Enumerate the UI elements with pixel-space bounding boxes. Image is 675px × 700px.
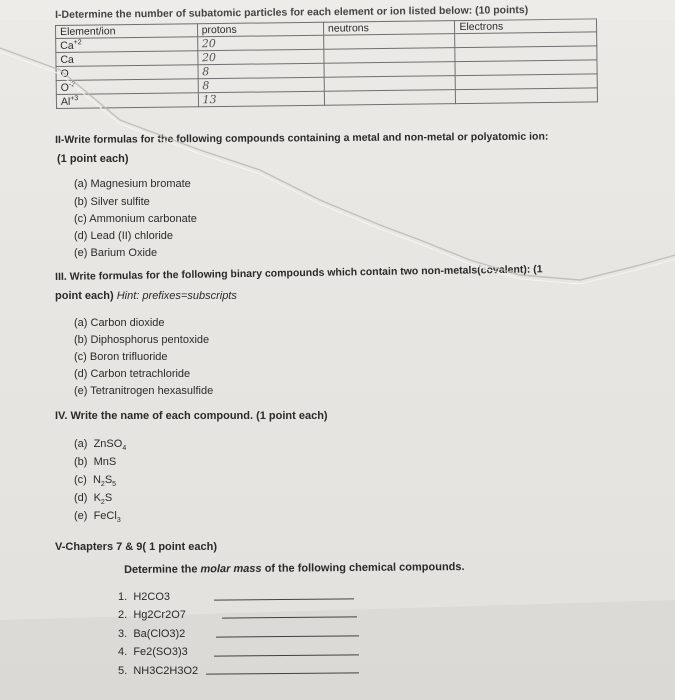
list-item: (c) Ammonium carbonate bbox=[74, 213, 197, 225]
answer-line[interactable] bbox=[214, 654, 359, 656]
list-item: (c) Boron trifluoride bbox=[74, 351, 168, 363]
header-element: Element/ion bbox=[56, 24, 198, 39]
neutrons-cell[interactable] bbox=[324, 90, 456, 106]
electrons-cell[interactable] bbox=[456, 88, 598, 104]
element-cell: O bbox=[56, 65, 198, 81]
answer-line[interactable] bbox=[222, 616, 357, 618]
list-item: 5. NH3C2H3O2 bbox=[118, 665, 199, 677]
protons-cell[interactable]: 20 bbox=[197, 49, 323, 65]
section2-points: (1 point each) bbox=[57, 153, 129, 165]
list-item: 3. Ba(ClO3)2 bbox=[118, 628, 186, 640]
list-item: (a) Magnesium bromate bbox=[74, 178, 191, 190]
section2-title: II-Write formulas for the following compounds containing a metal and non-metal or polyatomic ion: bbox=[55, 130, 549, 146]
element-cell: Ca bbox=[56, 51, 198, 67]
list-item: (d) Lead (II) chloride bbox=[74, 230, 174, 242]
protons-cell[interactable]: 13 bbox=[198, 91, 324, 107]
protons-cell[interactable]: 8 bbox=[198, 63, 324, 79]
section3-title: III. Write formulas for the following binary compounds which contain two non-metals(covalent): (1 bbox=[55, 263, 543, 283]
list-item: (c) $N_2S_5$ bbox=[74, 474, 117, 489]
element-cell: $Al^{+3}$ bbox=[56, 93, 198, 109]
list-item: (d) Carbon tetrachloride bbox=[74, 368, 191, 380]
section5-instruction: Determine the molar mass of the following chemical compounds. bbox=[124, 561, 465, 576]
list-item: 2. Hg2Cr2O7 bbox=[118, 609, 186, 621]
list-item: (b) Silver sulfite bbox=[74, 196, 150, 208]
answer-line[interactable] bbox=[214, 598, 354, 600]
list-item: (b) Diphosphorus pentoxide bbox=[74, 334, 210, 346]
subatomic-table bbox=[55, 18, 598, 109]
answer-line[interactable] bbox=[206, 672, 359, 674]
header-neutrons: neutrons bbox=[323, 21, 455, 36]
list-item: 1. H2CO3 bbox=[118, 591, 170, 603]
section3-hint: Hint: prefixes=subscripts bbox=[116, 290, 237, 302]
section4-title: IV. Write the name of each compound. (1 point each) bbox=[55, 410, 328, 422]
element-cell: $O^{-2}$ bbox=[56, 79, 198, 95]
section3-points: point each) bbox=[55, 290, 114, 302]
protons-cell[interactable]: 20 bbox=[197, 35, 323, 51]
answer-line[interactable] bbox=[216, 635, 359, 637]
element-cell: $Ca^{+2}$ bbox=[56, 37, 198, 53]
list-item: (e) Tetranitrogen hexasulfide bbox=[74, 385, 214, 397]
list-item: (e) FeCl$_3$ bbox=[74, 510, 121, 525]
section3-points-line bbox=[55, 289, 237, 303]
header-electrons: Electrons bbox=[455, 19, 597, 34]
list-item: (a) ZnSO$_4$ bbox=[74, 438, 127, 453]
list-item: 4. Fe2(SO3)3 bbox=[118, 646, 188, 658]
header-protons: protons bbox=[197, 22, 323, 37]
list-item: (d) $K_2S$ bbox=[74, 492, 113, 507]
section1-title: I-Determine the number of subatomic particles for each element or ion listed below: (10 points) bbox=[55, 4, 529, 21]
section5-title: V-Chapters 7 & 9( 1 point each) bbox=[55, 541, 217, 553]
list-item: (a) Carbon dioxide bbox=[74, 317, 165, 329]
list-item: (e) Barium Oxide bbox=[74, 247, 158, 259]
protons-cell[interactable]: 8 bbox=[198, 77, 324, 93]
list-item: (b) MnS bbox=[74, 456, 117, 468]
